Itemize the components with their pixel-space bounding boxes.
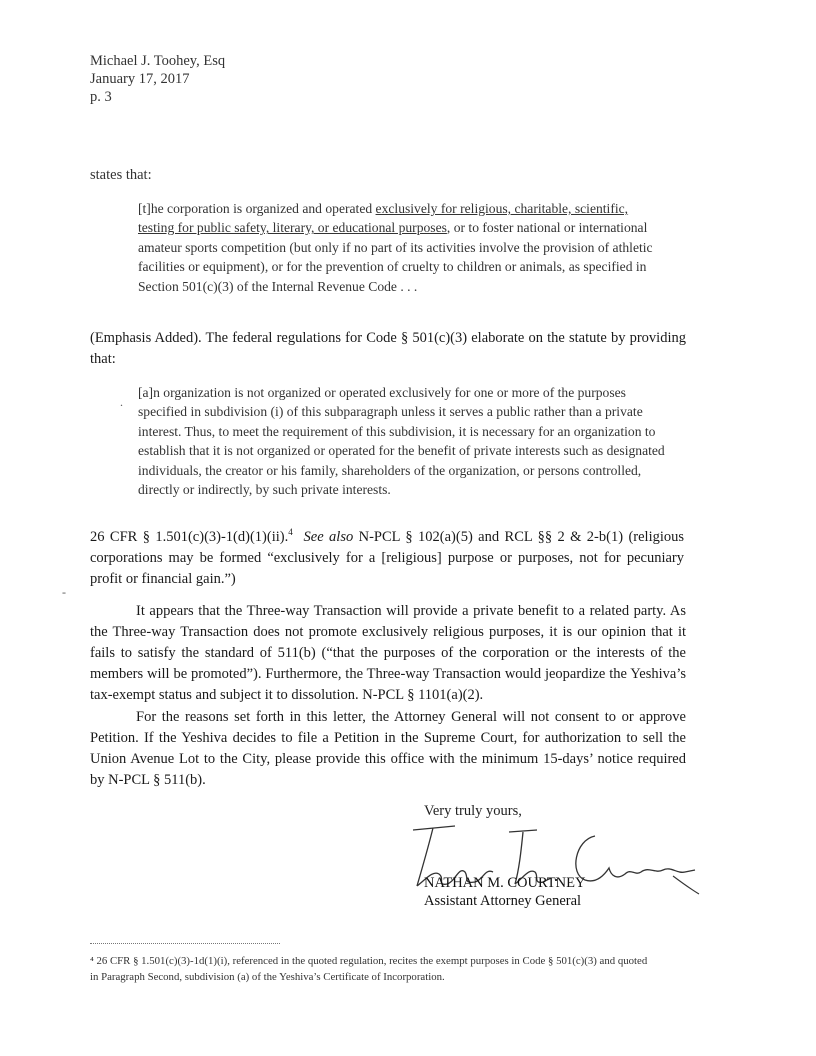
closing-salutation: Very truly yours,: [424, 803, 522, 819]
scan-speck: .: [120, 395, 123, 409]
letter-header: [90, 52, 225, 106]
signer-name: NATHAN M. COURTNEY: [424, 875, 586, 891]
letter-date: January 17, 2017: [90, 71, 190, 87]
see-also: See also: [303, 529, 354, 545]
citation-paragraph: [90, 527, 684, 590]
emphasis-paragraph: (Emphasis Added). The federal regulations for Code § 501(c)(3) elaborate on the statute by providing that:: [90, 330, 686, 367]
quote1-pre: [t]he corporation is organized and operated: [138, 201, 376, 216]
footnote-reference: 4: [288, 527, 293, 538]
quote1-underlined: exclusively for religious, charitable, scientific, testing for public safety, literary, or educational purposes: [138, 201, 629, 236]
citation-rest: N-PCL § 102(a)(5) and RCL §§ 2 & 2-b(1) (religious corporations may be formed “exclusively for a [religious] purpose or purposes, not for pecuniary profit or financial gain.”): [90, 529, 685, 587]
page-number: p. 3: [90, 89, 112, 105]
statute-block-quote: [138, 199, 654, 296]
footnote-text: ⁴ 26 CFR § 1.501(c)(3)-1d(1)(i), referenced in the quoted regulation, recites the exempt purposes in Code § 501(c)(3) and quoted in Paragraph Second, subdivision (a) of the Yeshiva’s Certificate of Incorporation.: [90, 955, 648, 983]
conclusion-paragraph: For the reasons set forth in this letter, the Attorney General will not consent to or approve Petition. If the Yeshiva decides to file a Petition in the Supreme Court, for authorization to sell the Union Avenue Lot to the City, please provide this office with the minimum 15-days’ notice required by N-PCL § 511(b).: [90, 709, 686, 788]
quote1-post: , or to foster national or international amateur sports competition (but only if no part of its activities involve the provision of athletic facilities or equipment), or for the prevention of cruelty to children or animals, as specified in Section 501(c)(3) of the Internal Revenue Code . . .: [138, 220, 653, 294]
citation-lead: 26 CFR § 1.501(c)(3)-1(d)(1)(ii).: [90, 529, 289, 545]
states-that-text: states that:: [90, 167, 152, 183]
scan-speck: -: [62, 585, 66, 599]
signer-title: Assistant Attorney General: [424, 893, 582, 909]
regulation-block-quote: [a]n organization is not organized or operated exclusively for one or more of the purposes specified in subdivision (i) of this subparagraph unless it serves a public rather than a private interest. Thus, to meet the requirement of this subdivision, it is necessary for an organization to establish that it is not organized or operated for the benefit of private interests such as designated individuals, the creator or his family, shareholders of the organization, or persons controlled, directly or indirectly, by such private interests.: [138, 385, 665, 498]
private-benefit-paragraph: It appears that the Three-way Transaction will provide a private benefit to a related party. As the Three-way Transaction does not promote exclusively religious purposes, it is our opinion that it fails to satisfy the standard of 511(b) (“that the purposes of the corporation or the interests of the members will be promoted”). Furthermore, the Three-way Transaction would jeopardize the Yeshiva’s tax-exempt status and subject it to dissolution. N-PCL § 1101(a)(2).: [90, 603, 686, 703]
footnote-divider: [90, 943, 280, 944]
recipient-name: Michael J. Toohey, Esq: [90, 53, 226, 69]
